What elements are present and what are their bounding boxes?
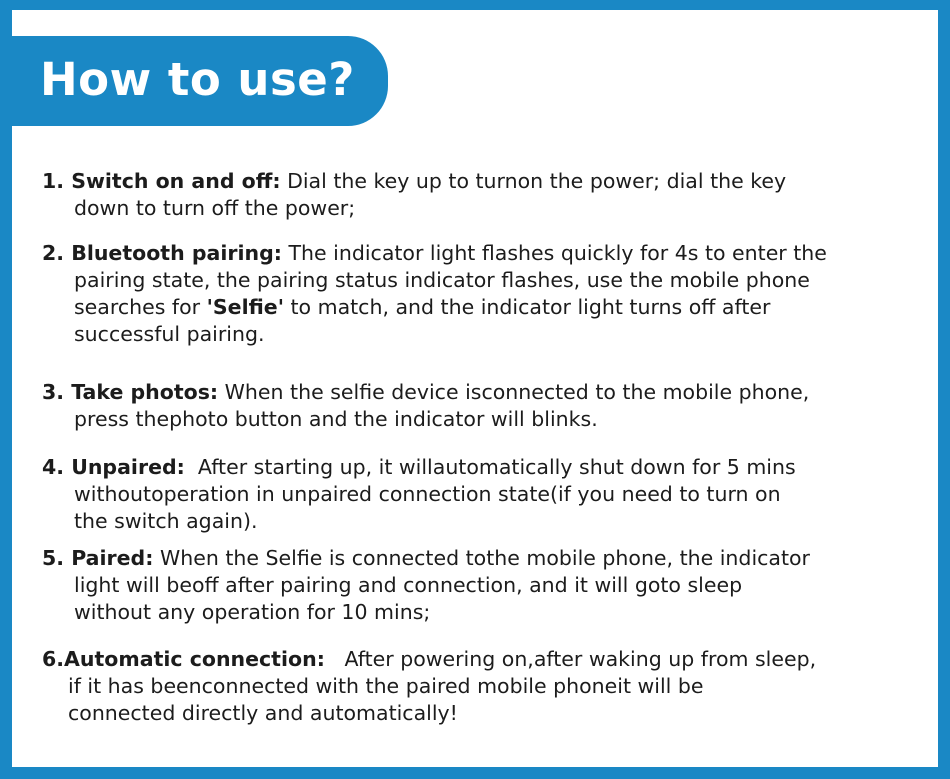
step-switch-on-off	[42, 168, 912, 222]
step-automatic-connection	[42, 646, 912, 727]
instructions-list	[42, 168, 912, 727]
step-text: to match, and the indicator light turns off after	[290, 295, 771, 319]
step-bluetooth-pairing	[42, 240, 912, 348]
step-text: the switch again).	[74, 509, 258, 533]
step-label: 5. Paired:	[42, 546, 154, 570]
step-text: connected directly and automatically!	[68, 701, 458, 725]
step-label: 3. Take photos:	[42, 380, 219, 404]
step-label: 2. Bluetooth pairing:	[42, 241, 282, 265]
step-label: 6.Automatic connection:	[42, 647, 325, 671]
step-text: pairing state, the pairing status indicator flashes, use the mobile phone	[74, 268, 810, 292]
step-take-photos	[42, 379, 912, 433]
step-text: withoutoperation in unpaired connection state(if you need to turn on	[74, 482, 781, 506]
step-text: successful pairing.	[74, 322, 265, 346]
step-text: The indicator light flashes quickly for 4s to enter the	[288, 241, 827, 265]
step-text: if it has beenconnected with the paired mobile phoneit will be	[68, 674, 704, 698]
step-text: press thephoto button and the indicator will blinks.	[74, 407, 598, 431]
step-text: When the Selfie is connected tothe mobile phone, the indicator	[159, 546, 810, 570]
step-paired	[42, 545, 912, 626]
step-label: 1. Switch on and off:	[42, 169, 281, 193]
device-name: 'Selfie'	[206, 295, 284, 319]
step-text: without any operation for 10 mins;	[74, 600, 431, 624]
step-text: searches for	[74, 295, 201, 319]
step-unpaired	[42, 454, 912, 535]
step-text: light will beoff after pairing and connection, and it will goto sleep	[74, 573, 743, 597]
step-text: After starting up, it willautomatically shut down for 5 mins	[197, 455, 796, 479]
page-title: How to use?	[40, 53, 355, 106]
step-label: 4. Unpaired:	[42, 455, 185, 479]
step-text: When the selfie device isconnected to the mobile phone,	[224, 380, 810, 404]
step-text: down to turn off the power;	[74, 196, 356, 220]
step-text: After powering on,after waking up from sleep,	[344, 647, 817, 671]
step-text: Dial the key up to turnon the power; dial the key	[287, 169, 787, 193]
